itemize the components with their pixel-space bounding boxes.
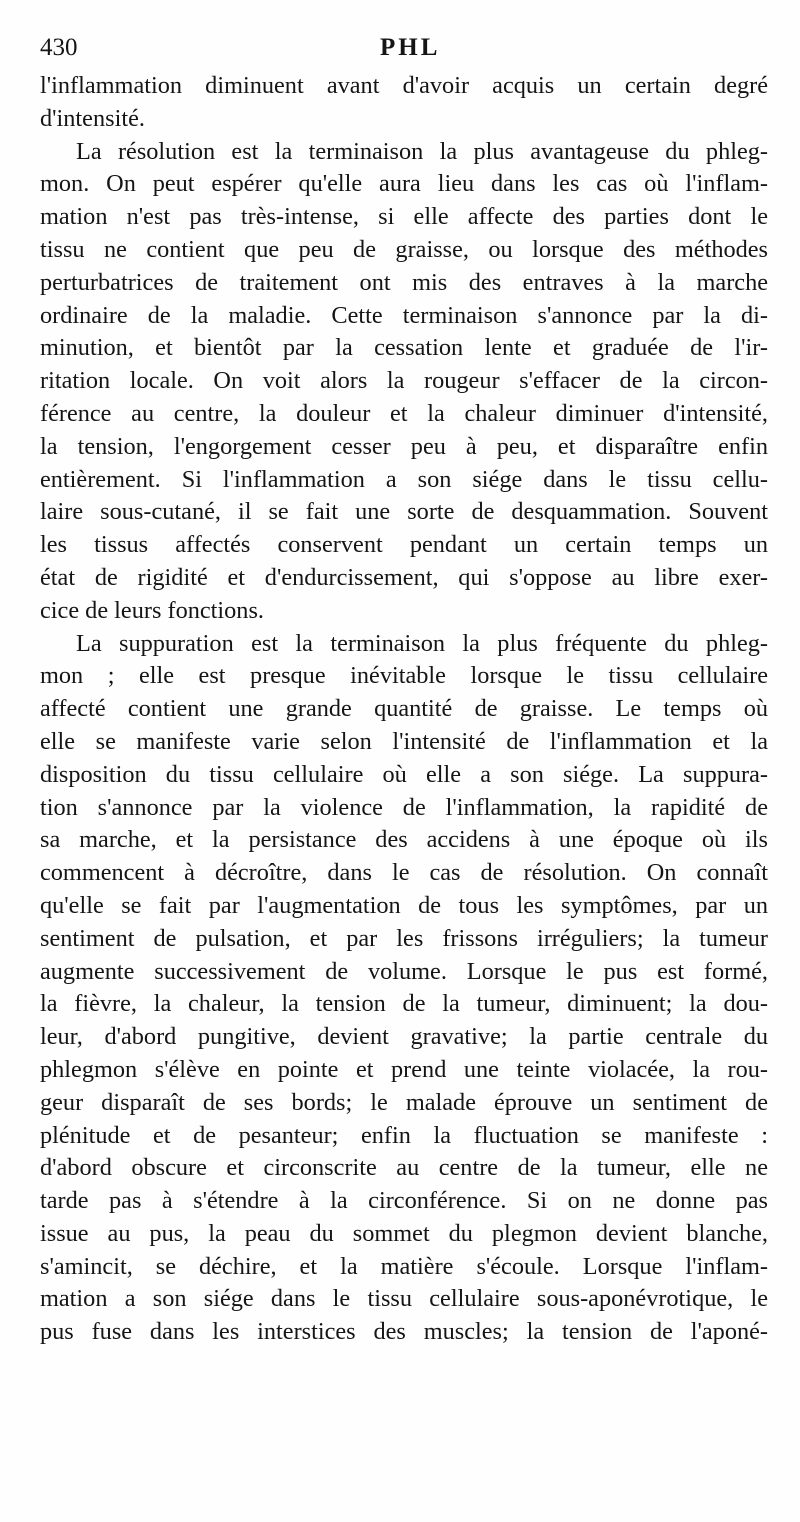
text-line: laire sous-cutané, il se fait une sorte de desquammation. Souvent <box>40 498 768 526</box>
text-line: phlegmon s'élève en pointe et prend une teinte violacée, la rou- <box>40 1055 768 1083</box>
text-line: elle se manifeste varie selon l'intensité de l'inflammation et la <box>40 727 768 755</box>
page-number: 430 <box>40 34 78 61</box>
text-line: les tissus affectés conservent pendant un certain temps un <box>40 531 768 559</box>
text-line: férence au centre, la douleur et la chaleur diminuer d'intensité, <box>40 399 768 427</box>
text-line: sa marche, et la persistance des accidens à une époque où ils <box>40 826 768 854</box>
text-line: mation n'est pas très-intense, si elle affecte des parties dont le <box>40 203 768 231</box>
text-line: état de rigidité et d'endurcissement, qui s'oppose au libre exer- <box>40 563 768 591</box>
text-line: plénitude et de pesanteur; enfin la fluctuation se manifeste : <box>40 1121 768 1149</box>
text-line: mation a son siége dans le tissu cellulaire sous-aponévrotique, le <box>40 1285 768 1313</box>
text-line: La suppuration est la terminaison la plus fréquente du phleg- <box>76 629 768 657</box>
text-line: l'inflammation diminuent avant d'avoir acquis un certain degré <box>40 72 768 99</box>
text-line: mon. On peut espérer qu'elle aura lieu dans les cas où l'inflam- <box>40 170 768 198</box>
text-line: d'abord obscure et circonscrite au centre de la tumeur, elle ne <box>40 1154 768 1182</box>
text-line: La résolution est la terminaison la plus avantageuse du phleg- <box>76 137 768 165</box>
text-line: tissu ne contient que peu de graisse, ou lorsque des méthodes <box>40 235 768 263</box>
text-line: issue au pus, la peau du sommet du plegmon devient blanche, <box>40 1219 768 1247</box>
text-line: affecté contient une grande quantité de graisse. Le temps où <box>40 695 768 723</box>
text-line: tarde pas à s'étendre à la circonférence. Si on ne donne pas <box>40 1187 768 1215</box>
text-line: mon ; elle est presque inévitable lorsque le tissu cellulaire <box>40 662 768 690</box>
text-line: pus fuse dans les interstices des muscles; la tension de l'aponé- <box>40 1318 768 1346</box>
body-text <box>40 70 768 1349</box>
page-header <box>40 32 765 64</box>
running-head: PHL <box>380 34 441 61</box>
text-line: s'amincit, se déchire, et la matière s'écoule. Lorsque l'inflam- <box>40 1252 768 1280</box>
text-line: leur, d'abord pungitive, devient gravative; la partie centrale du <box>40 1023 768 1051</box>
text-line: la fièvre, la chaleur, la tension de la tumeur, diminuent; la dou- <box>40 990 768 1018</box>
text-line: d'intensité. <box>40 104 145 132</box>
text-line: disposition du tissu cellulaire où elle a son siége. La suppura- <box>40 760 768 788</box>
text-line: la tension, l'engorgement cesser peu à peu, et disparaître enfin <box>40 432 768 460</box>
text-line: augmente successivement de volume. Lorsque le pus est formé, <box>40 957 768 985</box>
text-line: minution, et bientôt par la cessation lente et graduée de l'ir- <box>40 334 768 362</box>
text-line: qu'elle se fait par l'augmentation de tous les symptômes, par un <box>40 891 768 919</box>
text-line: ritation locale. On voit alors la rougeur s'effacer de la circon- <box>40 367 768 395</box>
text-line: geur disparaît de ses bords; le malade éprouve un sentiment de <box>40 1088 768 1116</box>
text-line: perturbatrices de traitement ont mis des entraves à la marche <box>40 268 768 296</box>
text-line: ordinaire de la maladie. Cette terminaison s'annonce par la di- <box>40 301 768 329</box>
text-line: entièrement. Si l'inflammation a son siége dans le tissu cellu- <box>40 465 768 493</box>
text-line: tion s'annonce par la violence de l'inflammation, la rapidité de <box>40 793 768 821</box>
text-line: cice de leurs fonctions. <box>40 596 264 624</box>
text-line: sentiment de pulsation, et par les frissons irréguliers; la tumeur <box>40 924 768 952</box>
text-line: commencent à décroître, dans le cas de résolution. On connaît <box>40 859 768 887</box>
